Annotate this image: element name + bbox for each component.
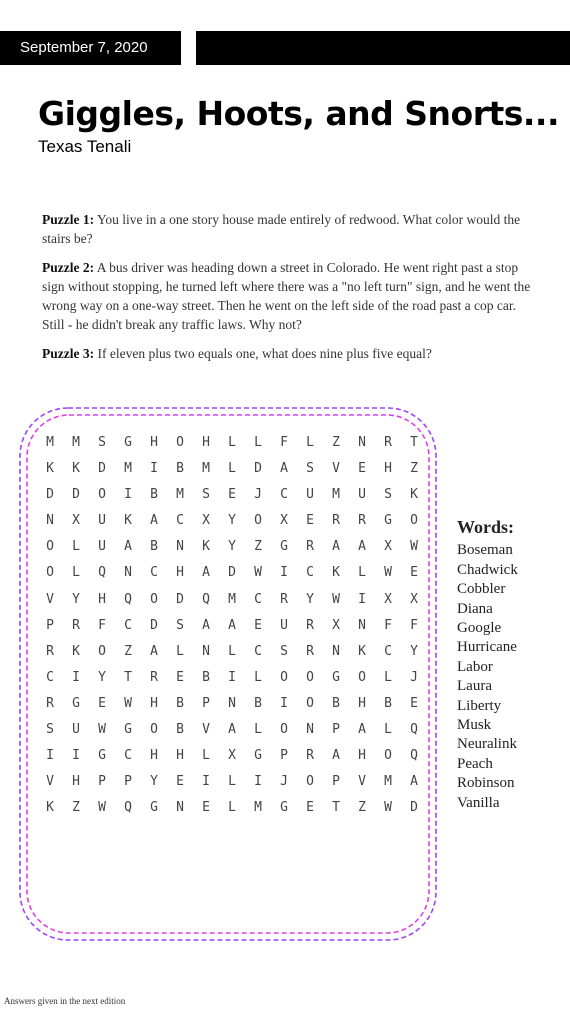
grid-cell: B <box>202 669 210 685</box>
grid-cell: Q <box>410 722 418 738</box>
footer-note: Answers given in the next edition <box>4 996 126 1006</box>
grid-row <box>37 508 427 534</box>
grid-cell: R <box>384 435 392 450</box>
grid-cell: P <box>332 774 340 790</box>
grid-cell: G <box>150 800 158 816</box>
grid-cell: H <box>72 774 80 790</box>
grid-cell: L <box>228 461 236 477</box>
grid-cell: C <box>176 513 184 529</box>
word-search-grid <box>37 430 427 821</box>
grid-cell: D <box>150 617 158 633</box>
grid-cell: K <box>202 539 210 555</box>
grid-cell: C <box>280 487 288 503</box>
grid-cell: L <box>228 643 236 659</box>
grid-cell: M <box>228 591 236 607</box>
grid-cell: D <box>46 487 54 503</box>
puzzles-section <box>42 210 532 373</box>
grid-cell: D <box>176 591 184 607</box>
grid-row <box>37 795 427 821</box>
grid-cell: Q <box>124 591 132 607</box>
puzzle-1-text: You live in a one story house made entirely of redwood. What color would the stairs be? <box>42 212 521 246</box>
grid-cell: T <box>410 435 418 450</box>
grid-cell: L <box>228 800 236 816</box>
grid-cell: G <box>332 669 340 685</box>
grid-cell: I <box>280 565 288 581</box>
grid-cell: H <box>176 748 184 764</box>
grid-cell: A <box>228 722 236 738</box>
grid-cell: L <box>358 565 366 581</box>
grid-cell: D <box>98 461 106 477</box>
grid-cell: S <box>384 487 392 503</box>
grid-cell: I <box>202 774 210 790</box>
grid-cell: B <box>254 695 262 711</box>
grid-cell: V <box>46 774 54 790</box>
grid-cell: N <box>358 617 366 633</box>
grid-cell: E <box>410 565 418 581</box>
grid-cell: O <box>306 774 314 790</box>
word-list-item: Diana <box>457 600 493 617</box>
grid-cell: U <box>72 722 80 738</box>
grid-cell: N <box>228 695 236 711</box>
grid-cell: U <box>280 617 288 633</box>
grid-cell: P <box>202 695 210 711</box>
grid-cell: J <box>254 487 262 503</box>
grid-cell: L <box>254 669 262 685</box>
grid-cell: G <box>384 513 392 529</box>
grid-cell: Y <box>72 591 80 607</box>
grid-cell: K <box>72 461 80 477</box>
grid-cell: N <box>176 539 184 555</box>
grid-cell: X <box>280 513 288 529</box>
grid-cell: M <box>46 435 54 450</box>
grid-cell: J <box>410 669 418 685</box>
grid-cell: H <box>98 591 106 607</box>
grid-cell: N <box>202 643 210 659</box>
grid-cell: V <box>332 461 340 477</box>
grid-cell: G <box>98 748 106 764</box>
word-list-item: Boseman <box>457 542 513 559</box>
grid-cell: P <box>98 774 106 790</box>
grid-cell: F <box>280 435 288 450</box>
grid-cell: H <box>150 435 158 450</box>
grid-cell: U <box>98 539 106 555</box>
grid-cell: N <box>306 722 314 738</box>
grid-cell: H <box>358 748 366 764</box>
grid-cell: M <box>124 461 132 477</box>
puzzle-2-text: A bus driver was heading down a street in Colorado. He went right past a stop sign without stopping, he turned left where there was a "no left turn" sign, and he went the wrong way on a one-way street. Then he went on the left side of the road past a cop car. Still - he didn't break any traffic laws. Why not? <box>42 260 531 332</box>
grid-cell: U <box>306 487 314 503</box>
header-bar <box>196 31 570 65</box>
grid-cell: Y <box>306 591 314 607</box>
word-list-items <box>457 541 567 813</box>
grid-row <box>37 430 427 456</box>
grid-cell: F <box>410 617 418 633</box>
grid-cell: E <box>176 774 184 790</box>
grid-cell: R <box>150 669 158 685</box>
grid-cell: V <box>358 774 366 790</box>
author-name: Texas Tenali <box>38 137 132 156</box>
puzzle-1-label: Puzzle 1: <box>42 212 95 227</box>
grid-cell: R <box>46 643 54 659</box>
grid-cell: B <box>176 722 184 738</box>
grid-cell: P <box>280 748 288 764</box>
grid-cell: H <box>384 461 392 477</box>
puzzle-2 <box>42 258 532 334</box>
grid-cell: N <box>46 513 54 529</box>
grid-cell: M <box>254 800 262 816</box>
grid-cell: V <box>46 591 54 607</box>
grid-cell: K <box>46 461 54 477</box>
grid-cell: T <box>332 800 340 816</box>
grid-cell: S <box>306 461 314 477</box>
grid-cell: W <box>254 565 262 581</box>
grid-cell: U <box>98 513 106 529</box>
grid-cell: R <box>306 643 314 659</box>
grid-cell: B <box>176 461 184 477</box>
grid-cell: A <box>202 617 210 633</box>
grid-cell: L <box>72 565 80 581</box>
grid-row <box>37 769 427 795</box>
grid-cell: B <box>150 539 158 555</box>
grid-cell: F <box>384 617 392 633</box>
word-list-item: Peach <box>457 755 493 772</box>
puzzle-3 <box>42 344 532 363</box>
grid-cell: Y <box>228 539 236 555</box>
grid-cell: K <box>332 565 340 581</box>
grid-cell: O <box>358 669 366 685</box>
grid-cell: L <box>228 774 236 790</box>
word-list <box>457 518 567 813</box>
puzzle-3-text: If eleven plus two equals one, what does nine plus five equal? <box>97 346 432 361</box>
grid-cell: X <box>384 591 392 607</box>
grid-cell: E <box>176 669 184 685</box>
grid-cell: O <box>280 669 288 685</box>
grid-cell: L <box>384 669 392 685</box>
grid-cell: G <box>72 695 80 711</box>
grid-cell: A <box>280 461 288 477</box>
grid-cell: O <box>306 695 314 711</box>
grid-cell: E <box>306 800 314 816</box>
word-list-item: Vanilla <box>457 794 500 811</box>
grid-cell: Z <box>332 435 340 450</box>
grid-cell: O <box>46 565 54 581</box>
grid-cell: I <box>254 774 262 790</box>
grid-cell: I <box>72 748 80 764</box>
grid-row <box>37 456 427 482</box>
grid-cell: R <box>332 513 340 529</box>
grid-cell: G <box>254 748 262 764</box>
grid-cell: W <box>384 565 392 581</box>
grid-cell: N <box>176 800 184 816</box>
grid-cell: T <box>124 669 132 685</box>
grid-cell: D <box>228 565 236 581</box>
grid-cell: W <box>98 722 106 738</box>
grid-cell: I <box>150 461 158 477</box>
grid-cell: S <box>176 617 184 633</box>
grid-cell: O <box>280 722 288 738</box>
grid-cell: P <box>46 617 54 633</box>
grid-cell: M <box>202 461 210 477</box>
grid-cell: X <box>410 591 418 607</box>
grid-cell: E <box>98 695 106 711</box>
grid-cell: O <box>98 643 106 659</box>
page-title: Giggles, Hoots, and Snorts... <box>38 94 560 133</box>
grid-cell: C <box>254 591 262 607</box>
grid-row <box>37 665 427 691</box>
grid-cell: A <box>124 539 132 555</box>
grid-cell: B <box>176 695 184 711</box>
grid-cell: E <box>306 513 314 529</box>
grid-cell: X <box>332 617 340 633</box>
grid-cell: R <box>46 695 54 711</box>
grid-cell: D <box>410 800 418 816</box>
grid-cell: L <box>254 722 262 738</box>
grid-cell: B <box>150 487 158 503</box>
grid-cell: Q <box>202 591 210 607</box>
grid-cell: A <box>202 565 210 581</box>
grid-cell: K <box>358 643 366 659</box>
grid-cell: Y <box>410 643 418 659</box>
grid-cell: O <box>176 435 184 450</box>
word-list-item: Robinson <box>457 775 515 792</box>
grid-cell: E <box>254 617 262 633</box>
grid-cell: K <box>46 800 54 816</box>
grid-cell: R <box>358 513 366 529</box>
grid-cell: O <box>410 513 418 529</box>
grid-cell: Q <box>98 565 106 581</box>
grid-cell: G <box>280 800 288 816</box>
grid-cell: L <box>202 748 210 764</box>
grid-cell: O <box>306 669 314 685</box>
word-list-item: Chadwick <box>457 561 518 578</box>
grid-cell: D <box>254 461 262 477</box>
grid-cell: E <box>228 487 236 503</box>
grid-cell: H <box>176 565 184 581</box>
grid-cell: X <box>72 513 80 529</box>
grid-row <box>37 639 427 665</box>
grid-cell: L <box>72 539 80 555</box>
grid-cell: K <box>124 513 132 529</box>
word-list-item: Labor <box>457 658 493 675</box>
grid-cell: A <box>358 539 366 555</box>
grid-cell: O <box>98 487 106 503</box>
grid-cell: O <box>150 722 158 738</box>
grid-cell: M <box>176 487 184 503</box>
grid-cell: A <box>150 513 158 529</box>
grid-cell: C <box>150 565 158 581</box>
date-banner <box>0 31 181 65</box>
grid-cell: H <box>150 748 158 764</box>
grid-cell: Q <box>124 800 132 816</box>
grid-cell: Z <box>124 643 132 659</box>
word-list-item: Musk <box>457 717 492 734</box>
grid-cell: N <box>358 435 366 450</box>
grid-cell: L <box>228 435 236 450</box>
grid-cell: E <box>410 695 418 711</box>
grid-cell: D <box>72 487 80 503</box>
grid-cell: R <box>306 617 314 633</box>
grid-cell: U <box>358 487 366 503</box>
grid-cell: S <box>202 487 210 503</box>
grid-cell: Z <box>410 461 418 477</box>
puzzle-2-label: Puzzle 2: <box>42 260 95 275</box>
grid-cell: M <box>384 774 392 790</box>
grid-cell: A <box>228 617 236 633</box>
grid-cell: W <box>410 539 418 555</box>
grid-cell: A <box>358 722 366 738</box>
grid-cell: R <box>280 591 288 607</box>
grid-cell: W <box>124 695 132 711</box>
grid-cell: L <box>306 435 314 450</box>
grid-cell: C <box>254 643 262 659</box>
grid-cell: F <box>98 617 106 633</box>
grid-row <box>37 691 427 717</box>
grid-cell: O <box>150 591 158 607</box>
word-list-item: Neuralink <box>457 736 517 753</box>
grid-cell: G <box>124 435 132 450</box>
grid-row <box>37 560 427 586</box>
word-list-item: Laura <box>457 678 492 695</box>
word-list-item: Hurricane <box>457 639 517 656</box>
grid-cell: I <box>72 669 80 685</box>
grid-cell: L <box>384 722 392 738</box>
word-list-title: Words: <box>457 517 515 537</box>
grid-cell: L <box>176 643 184 659</box>
grid-cell: A <box>332 539 340 555</box>
grid-cell: Y <box>98 669 106 685</box>
grid-cell: R <box>72 617 80 633</box>
grid-cell: Z <box>72 800 80 816</box>
grid-cell: X <box>202 513 210 529</box>
word-list-item: Google <box>457 620 502 637</box>
grid-cell: N <box>124 565 132 581</box>
grid-cell: X <box>384 539 392 555</box>
grid-cell: H <box>358 695 366 711</box>
grid-cell: A <box>332 748 340 764</box>
grid-cell: C <box>124 617 132 633</box>
puzzle-1 <box>42 210 532 248</box>
grid-cell: H <box>150 695 158 711</box>
grid-cell: A <box>410 774 418 790</box>
grid-row <box>37 482 427 508</box>
grid-cell: B <box>384 695 392 711</box>
grid-cell: C <box>124 748 132 764</box>
grid-cell: O <box>254 513 262 529</box>
grid-cell: I <box>228 669 236 685</box>
grid-cell: S <box>46 722 54 738</box>
grid-cell: I <box>358 591 366 607</box>
grid-cell: C <box>46 669 54 685</box>
grid-row <box>37 613 427 639</box>
grid-cell: Z <box>254 539 262 555</box>
word-list-item: Liberty <box>457 697 502 714</box>
grid-row <box>37 587 427 613</box>
grid-row <box>37 717 427 743</box>
grid-cell: P <box>124 774 132 790</box>
grid-cell: R <box>306 748 314 764</box>
grid-row <box>37 743 427 769</box>
grid-cell: N <box>332 643 340 659</box>
grid-cell: Q <box>410 748 418 764</box>
grid-cell: Y <box>150 774 158 790</box>
word-list-item: Cobbler <box>457 581 506 598</box>
grid-cell: H <box>202 435 210 450</box>
grid-cell: S <box>98 435 106 450</box>
grid-cell: L <box>254 435 262 450</box>
grid-cell: I <box>46 748 54 764</box>
grid-cell: I <box>124 487 132 503</box>
grid-cell: A <box>150 643 158 659</box>
grid-cell: E <box>358 461 366 477</box>
grid-cell: K <box>72 643 80 659</box>
grid-cell: V <box>202 722 210 738</box>
puzzle-3-label: Puzzle 3: <box>42 346 95 361</box>
grid-cell: G <box>124 722 132 738</box>
grid-cell: W <box>384 800 392 816</box>
grid-cell: S <box>280 643 288 659</box>
grid-cell: W <box>98 800 106 816</box>
grid-cell: I <box>280 695 288 711</box>
grid-cell: O <box>384 748 392 764</box>
grid-cell: C <box>306 565 314 581</box>
grid-cell: Y <box>228 513 236 529</box>
grid-cell: X <box>228 748 236 764</box>
grid-cell: E <box>202 800 210 816</box>
grid-cell: W <box>332 591 340 607</box>
grid-cell: O <box>46 539 54 555</box>
date-label: September 7, 2020 <box>20 39 148 56</box>
grid-row <box>37 534 427 560</box>
grid-cell: G <box>280 539 288 555</box>
grid-cell: M <box>332 487 340 503</box>
grid-cell: P <box>332 722 340 738</box>
grid-cell: J <box>280 774 288 790</box>
grid-cell: K <box>410 487 418 503</box>
grid-cell: Z <box>358 800 366 816</box>
grid-cell: M <box>72 435 80 450</box>
grid-cell: C <box>384 643 392 659</box>
grid-cell: R <box>306 539 314 555</box>
grid-cell: B <box>332 695 340 711</box>
